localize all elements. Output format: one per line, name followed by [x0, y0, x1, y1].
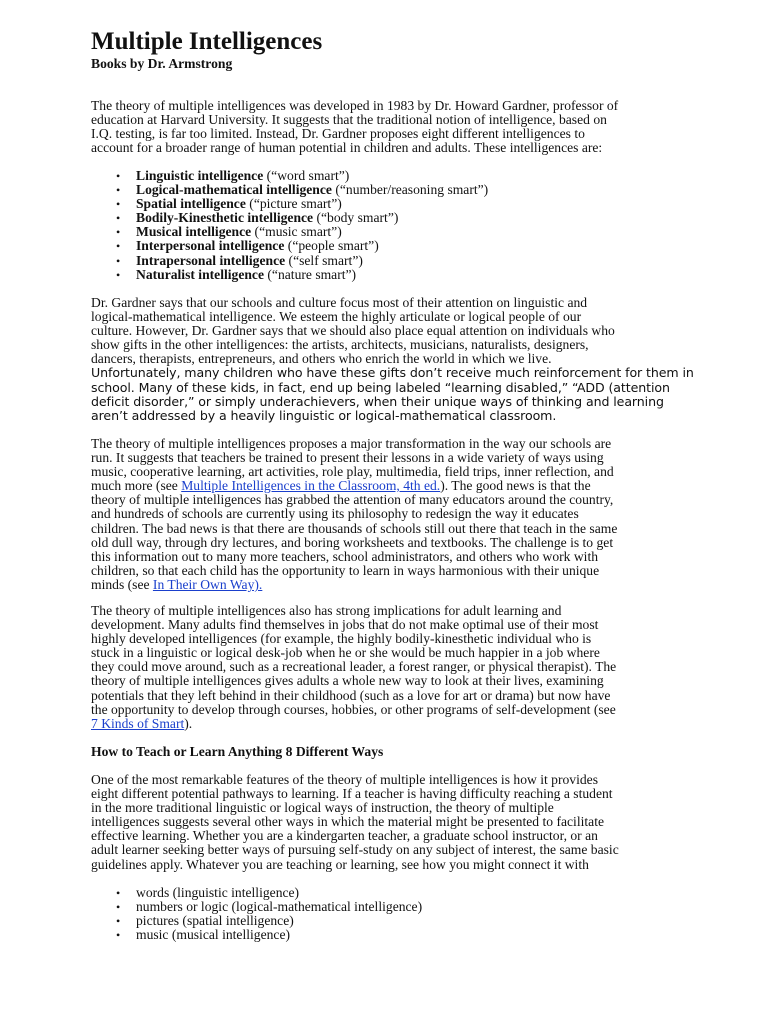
- bullet-icon: •: [116, 183, 121, 198]
- paragraph-pathways: One of the most remarkable features of the theory of multiple intelligences is how it provides eight different potential pathways to learning. If a teacher is having difficulty reaching a student in the more traditional linguistic or logical ways of instruction, the theory of multiple intelligences suggests several other ways in which the material might be presented to facilitate effective learning. Whether you are a kindergarten teacher, a graduate school instructor, or an adult learner seeking better ways of pursuing self-study on any subject of interest, the same basic guidelines apply. Whatever you are teaching or learning, see how you might connect it with: [91, 772, 619, 872]
- section-heading: How to Teach or Learn Anything 8 Different Ways: [91, 744, 384, 759]
- intelligences-list: [108, 169, 698, 282]
- list-item: • Linguistic intelligence (“word smart”): [116, 168, 350, 183]
- bullet-icon: •: [116, 886, 121, 900]
- bullet-icon: •: [116, 267, 121, 282]
- list-item: • Bodily-Kinesthetic intelligence (“body smart”): [116, 210, 399, 226]
- list-item: • Intrapersonal intelligence (“self smart”): [116, 252, 363, 268]
- list-item: • Musical intelligence (“music smart”): [116, 224, 342, 240]
- bullet-icon: •: [116, 900, 121, 915]
- bullet-icon: •: [116, 169, 121, 183]
- paragraph-schools-culture: Dr. Gardner says that our schools and culture focus most of their attention on linguistic and logical-mathematical intelligence. We esteem the highly articulate or logical people of our culture. However, Dr. Gardner says that we should also place equal attention on individuals who show gifts in the other intelligences: the artists, architects, musicians, naturalists, designers, dancers, therapists, entrepreneurs, and others who enrich the world in which we live. Unfortunately, many children who have these gifts don’t receive much reinforcement for them in school. Many of these kids, in fact, end up being labeled “learning disabled,” “ADD (attention deficit disorder,” or simply underachievers, when their unique ways of thinking and learning aren’t addressed by a heavily linguistic or logical-mathematical classroom.: [91, 295, 694, 423]
- list-item: • Spatial intelligence (“picture smart”): [116, 196, 342, 212]
- bullet-icon: •: [116, 239, 121, 254]
- ways-list: [108, 886, 698, 942]
- list-item: • music (musical intelligence): [116, 927, 291, 943]
- list-item: • Logical-mathematical intelligence (“number/reasoning smart”): [116, 182, 489, 198]
- bullet-icon: •: [116, 211, 121, 226]
- list-item: • words (linguistic intelligence): [116, 885, 300, 900]
- in-their-own-way-link[interactable]: In Their Own Way).: [152, 576, 263, 592]
- list-item: • Naturalist intelligence (“nature smart”): [116, 266, 357, 282]
- paragraph-adult-learning: The theory of multiple intelligences also has strong implications for adult learning and development. Many adults find themselves in jobs that do not make optimal use of their most highly developed intelligences (for example, the highly bodily-kinesthetic individual who is stuck in a linguistic or logical desk-job when he or she would be much happier in a job where they could move around, such as a recreational leader, a forest ranger, or physical therapist). The theory of multiple intelligences gives adults a whole new way to look at their lives, examining potentials that they left behind in their childhood (such as a love for art or drama) but now have the opportunity to develop through courses, hobbies, or other programs of self-development (see 7 Kinds of Smart).: [91, 603, 617, 731]
- list-item: • pictures (spatial intelligence): [116, 913, 294, 929]
- bullet-icon: •: [116, 928, 121, 943]
- list-item: • numbers or logic (logical-mathematical intelligence): [116, 899, 423, 915]
- bullet-icon: •: [116, 197, 121, 212]
- paragraph-transformation: The theory of multiple intelligences proposes a major transformation in the way our schools are run. It suggests that teachers be trained to present their lessons in a wide variety of ways using music, cooperative learning, art activities, role play, multimedia, field trips, inner reflection, and much more (see Multiple Intelligences in the Classroom, 4th ed.). The good news is that the theory of multiple intelligences has grabbed the attention of many educators around the country, and hundreds of schools are currently using its philosophy to redesign the way it educates children. The bad news is that there are thousands of schools still out there that teach in the same old dull way, through dry lectures, and boring worksheets and textbooks. The challenge is to get this information out to many more teachers, school administrators, and others who work with children, so that each child has the opportunity to learn in ways harmonious with their unique minds (see In Their Own Way).: [91, 436, 618, 592]
- bullet-icon: •: [116, 253, 121, 268]
- intro-paragraph: The theory of multiple intelligences was developed in 1983 by Dr. Howard Gardner, professor of education at Harvard University. It suggests that the traditional notion of intelligence, based on I.Q. testing, is far too limited. Instead, Dr. Gardner proposes eight different intelligences to account for a broader range of human potential in children and adults. These intelligences are:: [91, 98, 619, 156]
- seven-kinds-of-smart-link[interactable]: 7 Kinds of Smart: [91, 715, 185, 731]
- bullet-icon: •: [116, 914, 121, 929]
- page-subtitle: Books by Dr. Armstrong: [91, 56, 233, 71]
- list-item: • Interpersonal intelligence (“people smart”): [116, 238, 379, 254]
- bullet-icon: •: [116, 225, 121, 240]
- page-title: Multiple Intelligences: [91, 28, 323, 55]
- classroom-book-link[interactable]: Multiple Intelligences in the Classroom, 4th ed.: [181, 478, 441, 494]
